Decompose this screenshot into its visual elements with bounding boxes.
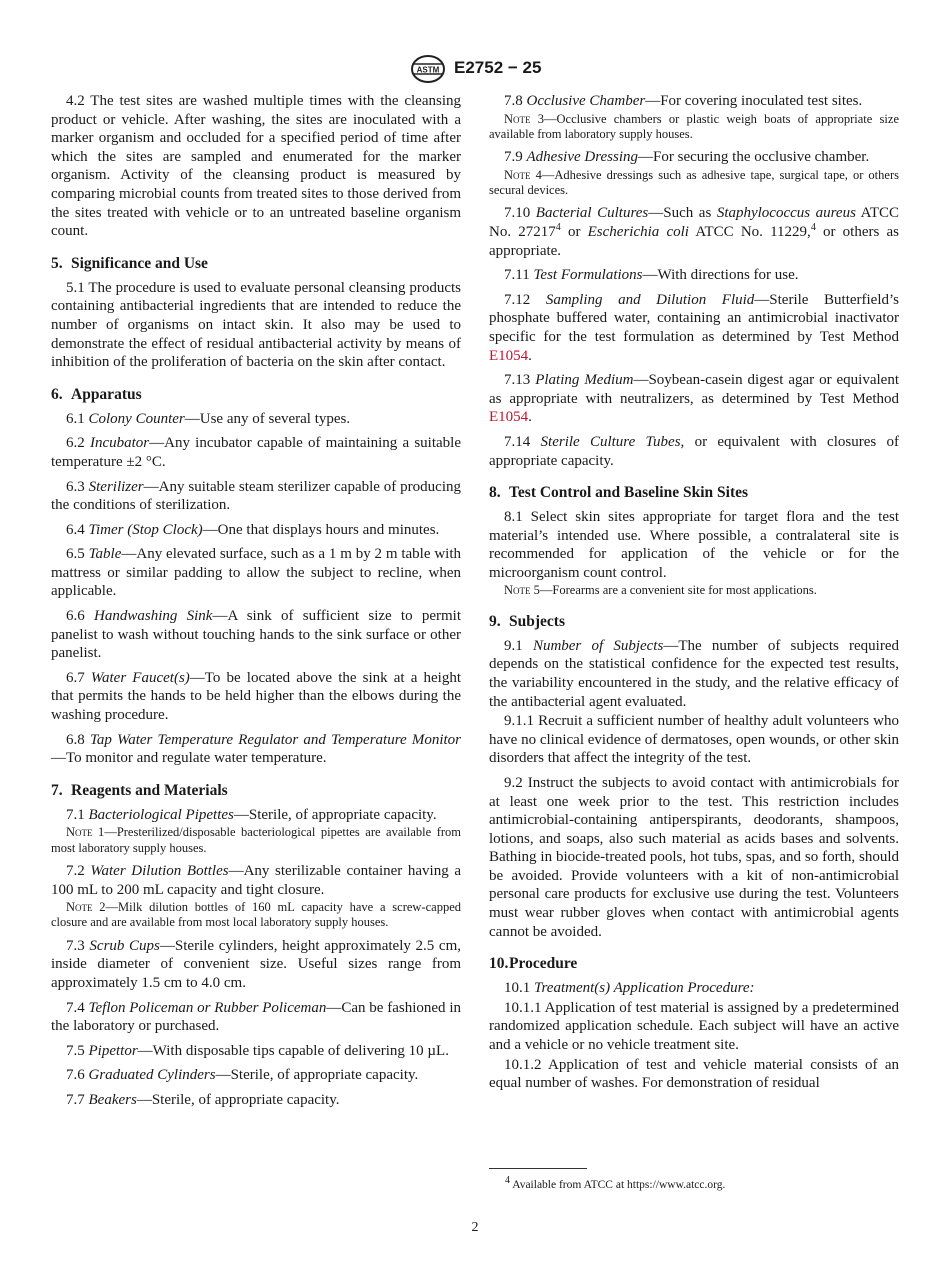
standard-link-e1054[interactable]: E1054: [489, 409, 529, 426]
para-6-1: 6.1 Colony Counter—Use any of several types.: [66, 410, 351, 427]
note-1: Note 1—Presterilized/disposable bacteriological pipettes are available from most laboratory supply houses.: [51, 825, 461, 855]
para-6-4: 6.4 Timer (Stop Clock)—One that displays hours and minutes.: [66, 521, 440, 538]
para-7-4: 7.4 Teflon Policeman or Rubber Policeman—Can be fashioned in the laboratory or purchased.: [51, 999, 461, 1035]
para-6-6: 6.6 Handwashing Sink—A sink of sufficient size to permit panelist to wash without touching hands to the sink surface or other panelist.: [51, 608, 462, 662]
para-6-8: 6.8 Tap Water Temperature Regulator and Temperature Monitor—To monitor and regulate water temperature.: [51, 731, 462, 767]
para-6-7: 6.7 Water Faucet(s)—To be located above the sink at a height that permits the hands to be held higher than the elbows during the washing procedure.: [51, 669, 462, 724]
section-8-heading: 8. Test Control and Baseline Skin Sites: [489, 484, 749, 502]
para-7-12: 7.12 Sampling and Dilution Fluid—Sterile Butterfield’s phosphate buffered water, containing an antimicrobial inactivator specific for the test formulation as determined by Test Method E1054.: [489, 291, 900, 364]
para-6-2: 6.2 Incubator—Any incubator capable of maintaining a suitable temperature ±2 °C.: [51, 435, 462, 470]
para-7-7: 7.7 Beakers—Sterile, of appropriate capacity.: [66, 1091, 340, 1108]
footnote-ref[interactable]: 4: [810, 221, 816, 233]
para-9-2: 9.2 Instruct the subjects to avoid contact with antimicrobials for at least one week prior to the test. This restriction includes antimicrobial-containing antiperspirants, deodorants, shampoos, lotions, and soaps, also such material as acids bases and solvents. Bathing in biocide-treated pools, hot tubs, spas, and so forth, should be avoided. Provide volunteers with a kit of non-antimicrobial personal care products for exclusive use during the test. Volunteers must wear rubber gloves when contact with antimicrobial agents cannot be avoided.: [489, 774, 899, 940]
para-5-1: 5.1 The procedure is used to evaluate personal cleansing products containing antibacterial ingredients that are intended to reduce the number of organisms on intact skin. It also may be used to demonstrate the effect of residual antibacterial activity by means of inhibition of the proliferation of bacteria on the skin after contact.: [51, 279, 461, 371]
note-4: Note 4—Adhesive dressings such as adhesive tape, surgical tape, or others secural devices.: [489, 167, 899, 198]
para-7-11: 7.11 Test Formulations—With directions for use.: [504, 267, 799, 284]
standard-link-e1054[interactable]: E1054: [489, 347, 529, 364]
para-6-5: 6.5 Table—Any elevated surface, such as a 1 m by 2 m table with mattress or similar padding to allow the subject to recline, when applicable.: [51, 546, 462, 600]
para-7-9: 7.9 Adhesive Dressing—For securing the occlusive chamber.: [504, 149, 870, 166]
para-6-3: 6.3 Sterilizer—Any suitable steam sterilizer capable of producing the conditions of sterilization.: [51, 478, 462, 514]
para-7-2: 7.2 Water Dilution Bottles—Any sterilizable container having a 100 mL to 200 mL capacity and tight closure.: [51, 863, 461, 898]
section-9-heading: 9. Subjects: [489, 612, 565, 630]
svg-text:ASTM: ASTM: [416, 65, 440, 75]
section-7-heading: 7. Reagents and Materials: [51, 781, 228, 799]
note-2: Note 2—Milk dilution bottles of 160 mL capacity have a screw-capped closure and are available from most local laboratory supply houses.: [51, 900, 461, 930]
para-7-3: 7.3 Scrub Cups—Sterile cylinders, height approximately 2.5 cm, inside diameter of convenient size. Useful sizes range from approximately 1.5 cm to 4.0 cm.: [51, 937, 461, 991]
right-column: [489, 92, 899, 1094]
para-9-1: 9.1 Number of Subjects—The number of subjects required depends on the statistical confidence for the expected test results, the variability encountered in the study, and the relative efficacy of the antibacterial agent evaluated.: [489, 637, 899, 710]
para-7-6: 7.6 Graduated Cylinders—Sterile, of appropriate capacity.: [66, 1067, 419, 1084]
note-5: Note 5—Forearms are a convenient site for most applications.: [504, 583, 817, 598]
left-column: [51, 92, 461, 1116]
footnote-ref[interactable]: 4: [555, 221, 561, 233]
para-7-8: 7.8 Occlusive Chamber—For covering inoculated test sites.: [504, 93, 863, 109]
para-8-1: 8.1 Select skin sites appropriate for target flora and the test material’s intended use. Where possible, a contralateral site is recommended for application of the vehicle or for the microorganism count control.: [489, 509, 899, 581]
para-7-14: 7.14 Sterile Culture Tubes, or equivalent with closures of appropriate capacity.: [489, 433, 899, 469]
para-10-1-1: 10.1.1 Application of test material is assigned by a predetermined randomized application schedule. Each subject will have an active and a vehicle or no vehicle treatment site.: [489, 999, 899, 1054]
para-7-13: 7.13 Plating Medium—Soybean-casein digest agar or equivalent as appropriate with neutralizers, as determined by Test Method E1054.: [489, 372, 899, 426]
footnote-4: $^4$ Available from ATCC at https://www.atcc.org.: [505, 1175, 726, 1191]
para-7-10: 7.10 Bacterial Cultures—Such as Staphylococcus aureus ATCC No. 27217$^4$ or Escherichia coli ATCC No. 11229,$^4$ or others as appropriate.: [489, 205, 900, 259]
para-10-1-2: 10.1.2 Application of test and vehicle material consists of an equal number of washes. For demonstration of residual: [489, 1056, 899, 1092]
astm-logo-icon: [410, 54, 446, 84]
page-number: 2: [471, 1220, 479, 1235]
designation: E2752 − 25: [454, 58, 542, 77]
section-5-heading: 5. Significance and Use: [51, 254, 208, 272]
note-3: Note 3—Occlusive chambers or plastic weigh boats of appropriate size available from laboratory supply houses.: [489, 111, 899, 141]
para-7-1: 7.1 Bacteriological Pipettes—Sterile, of appropriate capacity.: [66, 806, 437, 823]
para-9-1-1: 9.1.1 Recruit a sufficient number of healthy adult volunteers who have no clinical evidence of dermatoses, open wounds, or other skin disorders that affect the integrity of the test.: [489, 713, 899, 767]
para-10-1: 10.1 Treatment(s) Application Procedure:: [504, 980, 755, 997]
section-6-heading: 6. Apparatus: [51, 385, 142, 403]
page-header: [0, 54, 950, 84]
para-4-2: 4.2 The test sites are washed multiple times with the cleansing product or vehicle. After washing, the sites are inoculated with a marker organism and occluded for a specified period of time after which the sites are sampled and enumerated for the marker organism. Activity of the cleansing product is measured by comparing microbial counts from treated sites to those derived from the sites treated with vehicle or to an untreated baseline organism count.: [51, 93, 461, 240]
footnote-divider: [489, 1168, 587, 1169]
para-7-5: 7.5 Pipettor—With disposable tips capable of delivering 10 µL.: [66, 1042, 449, 1059]
section-10-heading: 10.Procedure: [489, 955, 578, 973]
